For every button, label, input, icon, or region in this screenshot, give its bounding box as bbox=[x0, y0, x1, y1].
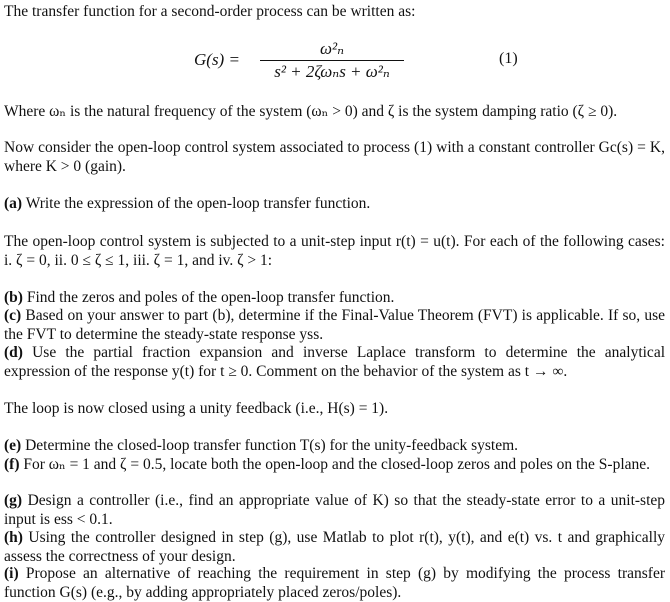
equation-denominator: s² + 2ζωₙs + ω²ₙ bbox=[274, 62, 390, 81]
part-g-label: (g) bbox=[4, 492, 23, 509]
part-h-text: Using the controller designed in step (g), use Matlab to plot r(t), y(t), and e(t) vs. t and graphically assess the correctness of your design. bbox=[4, 529, 666, 565]
part-f bbox=[4, 455, 665, 474]
part-a bbox=[4, 194, 665, 213]
part-i-label: (i) bbox=[4, 565, 19, 582]
part-i bbox=[4, 564, 665, 602]
step-intro-paragraph: The open-loop control system is subjected to a unit-step input r(t) = u(t). For each of the following cases: i. ζ = 0, ii. 0 ≤ ζ ≤ 1, iii. ζ = 1, and iv. ζ > 1: bbox=[4, 233, 665, 269]
part-b bbox=[4, 288, 665, 307]
part-g-text: Design a controller (i.e., find an appropriate value of K) so that the steady-state error to a unit-step input is ess < 0.1. bbox=[4, 492, 666, 528]
part-c-label: (c) bbox=[4, 307, 22, 324]
equation-1 bbox=[0, 38, 670, 86]
equation-fraction bbox=[258, 38, 406, 83]
part-e-text: Determine the closed-loop transfer function T(s) for the unity-feedback system. bbox=[25, 437, 519, 454]
where-paragraph: Where ωₙ is the natural frequency of the system (ωₙ > 0) and ζ is the system damping ratio (ζ ≥ 0). bbox=[4, 103, 618, 120]
part-c bbox=[4, 306, 665, 344]
part-e-label: (e) bbox=[4, 437, 22, 454]
part-i-text: Propose an alternative of reaching the requirement in step (g) by modifying the process transfer function G(s) (e.g., by adding appropriately placed zeros/poles). bbox=[4, 565, 666, 601]
part-a-label: (a) bbox=[4, 195, 23, 212]
part-h-label: (h) bbox=[4, 529, 23, 546]
part-g bbox=[4, 491, 665, 529]
part-c-text: Based on your answer to part (b), determine if the Final-Value Theorem (FVT) is applicable. If so, use the FVT to determine the steady-state response yss. bbox=[4, 307, 666, 343]
equation-number: (1) bbox=[499, 50, 518, 67]
intro-paragraph: The transfer function for a second-order process can be written as: bbox=[4, 3, 416, 20]
equation-numerator: ω²ₙ bbox=[320, 39, 344, 58]
part-d-label: (d) bbox=[4, 344, 23, 361]
part-d-text: Use the partial fraction expansion and inverse Laplace transform to determine the analytical expression of the response y(t) for t ≥ 0. Comment on the behavior of the system as t → ∞. bbox=[4, 344, 666, 380]
part-f-label: (f) bbox=[4, 456, 20, 473]
consider-paragraph: Now consider the open-loop control system associated to process (1) with a constant controller Gc(s) = K, where K > 0 (gain). bbox=[4, 139, 665, 175]
closed-loop-paragraph: The loop is now closed using a unity feedback (i.e., H(s) = 1). bbox=[4, 400, 389, 417]
part-d bbox=[4, 343, 665, 381]
part-a-text: Write the expression of the open-loop transfer function. bbox=[25, 195, 371, 212]
part-h bbox=[4, 528, 665, 566]
equation-lhs: G(s) = bbox=[194, 50, 240, 69]
part-b-text: Find the zeros and poles of the open-loop transfer function. bbox=[26, 289, 395, 306]
part-e bbox=[4, 436, 665, 455]
part-b-label: (b) bbox=[4, 289, 23, 306]
part-f-text: For ωₙ = 1 and ζ = 0.5, locate both the open-loop and the closed-loop zeros and poles on the S-plane. bbox=[23, 456, 651, 473]
